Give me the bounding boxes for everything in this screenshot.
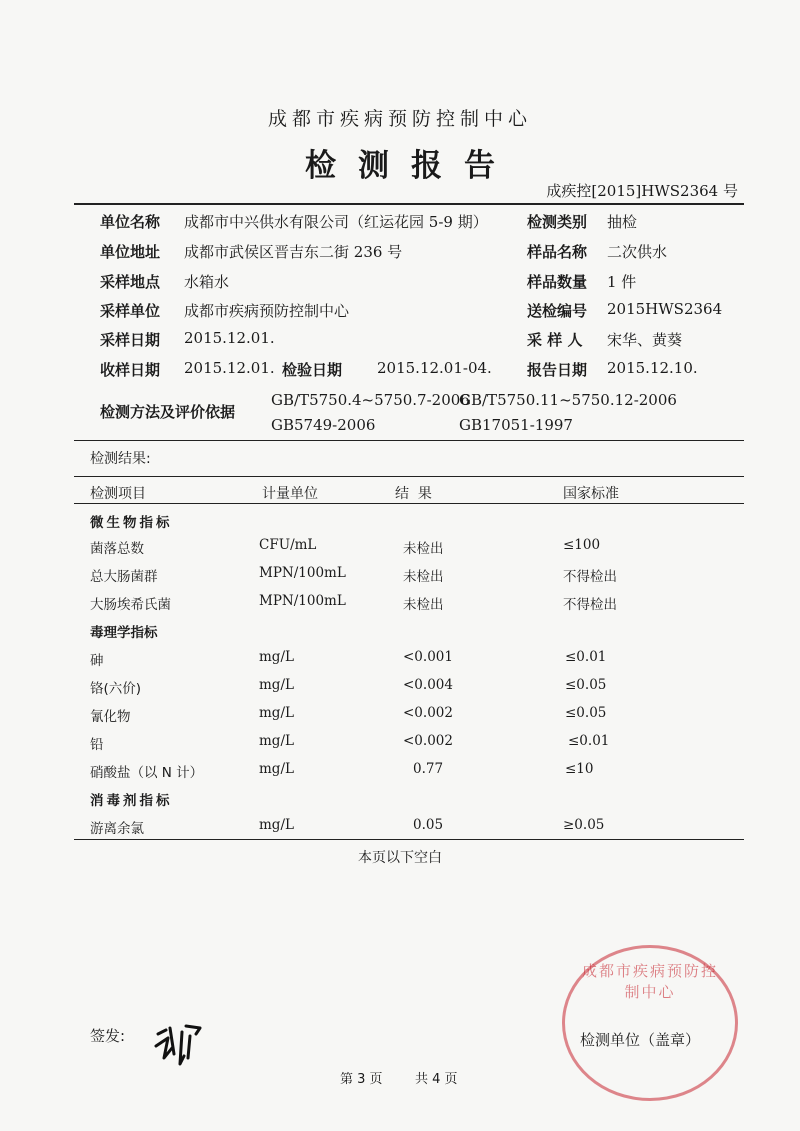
row-unit: CFU/mL: [259, 537, 317, 553]
row-item: 砷: [90, 653, 104, 669]
row-unit: mg/L: [259, 705, 294, 721]
sampler-label: 采 样 人: [527, 331, 583, 349]
testing-unit-label: 检测单位（盖章）: [580, 1031, 701, 1049]
row-unit: mg/L: [259, 649, 294, 665]
results-rule-top: [74, 476, 744, 477]
unit-address-label: 单位地址: [100, 243, 161, 261]
page-current: 第 3 页: [340, 1072, 383, 1087]
row-item: 硝酸盐（以 N 计）: [90, 765, 204, 781]
col-result: 结 果: [395, 486, 432, 502]
row-result: <0.001: [403, 649, 453, 665]
row-result: <0.002: [403, 733, 453, 749]
sample-name: 二次供水: [607, 243, 668, 261]
signature-icon: [150, 1012, 210, 1072]
submission-no-label: 送检编号: [527, 302, 588, 320]
header-rule: [74, 503, 744, 504]
unit-name-label: 单位名称: [100, 213, 161, 231]
section-title: 消毒剂指标: [90, 793, 173, 809]
unit-name: 成都市中兴供水有限公司（红运花园 5-9 期）: [184, 213, 488, 231]
test-type-label: 检测类别: [527, 213, 588, 231]
row-item: 氰化物: [90, 709, 131, 725]
sampling-date-label: 采样日期: [100, 331, 161, 349]
row-standard: ≤10: [565, 761, 594, 777]
report-date-label: 报告日期: [527, 361, 588, 379]
method-label: 检测方法及评价依据: [100, 403, 236, 421]
receive-date: 2015.12.01.: [184, 359, 275, 377]
document-number: 成疾控[2015]HWS2364 号: [546, 182, 738, 200]
row-item: 铬(六价): [90, 681, 142, 697]
row-standard: ≥0.05: [563, 817, 605, 833]
sample-qty-label: 样品数量: [527, 273, 588, 291]
blank-note: 本页以下空白: [358, 850, 442, 866]
col-standard: 国家标准: [563, 486, 619, 502]
report-title: 检测报告: [305, 148, 517, 184]
row-standard: ≤100: [563, 537, 601, 553]
row-unit: mg/L: [259, 761, 294, 777]
row-unit: MPN/100mL: [259, 565, 346, 581]
row-item: 游离余氯: [90, 821, 144, 837]
info-rule: [74, 440, 744, 441]
top-rule: [74, 203, 744, 205]
sampling-site: 水箱水: [184, 273, 230, 291]
row-standard: 不得检出: [563, 597, 617, 613]
row-item: 菌落总数: [90, 541, 144, 557]
sampler: 宋华、黄葵: [607, 331, 683, 349]
row-item: 总大肠菌群: [90, 569, 158, 585]
signature: [150, 1012, 210, 1072]
inspect-date-label: 检验日期: [282, 361, 343, 379]
section-title: 毒理学指标: [90, 625, 158, 641]
method-2: GB/T5750.11~5750.12-2006: [459, 391, 677, 409]
method-4: GB17051-1997: [459, 416, 573, 434]
row-standard: ≤0.01: [565, 649, 607, 665]
row-result: <0.004: [403, 677, 453, 693]
sample-name-label: 样品名称: [527, 243, 588, 261]
row-unit: MPN/100mL: [259, 593, 346, 609]
row-result: 未检出: [403, 569, 444, 585]
sign-label: 签发:: [90, 1027, 126, 1045]
test-type: 抽检: [607, 213, 638, 231]
row-result: <0.002: [403, 705, 453, 721]
row-unit: mg/L: [259, 733, 294, 749]
col-unit: 计量单位: [262, 486, 318, 502]
unit-address: 成都市武侯区晋吉东二街 236 号: [184, 243, 403, 261]
row-result: 0.77: [413, 761, 444, 777]
page-total: 共 4 页: [415, 1072, 458, 1087]
method-3: GB5749-2006: [271, 416, 376, 434]
row-standard: ≤0.05: [565, 705, 607, 721]
sampling-unit-label: 采样单位: [100, 302, 161, 320]
inspect-date: 2015.12.01-04.: [377, 359, 492, 377]
submission-no: 2015HWS2364: [607, 300, 723, 318]
results-rule-bottom: [74, 839, 744, 840]
row-item: 大肠埃希氏菌: [90, 597, 171, 613]
org-name: 成都市疾病预防控制中心: [267, 108, 532, 130]
stamp-text: 成都市疾病预防控制中心: [581, 962, 718, 1001]
row-unit: mg/L: [259, 677, 294, 693]
section-title: 微生物指标: [90, 515, 173, 531]
row-result: 0.05: [413, 817, 444, 833]
row-standard: 不得检出: [563, 569, 617, 585]
sampling-site-label: 采样地点: [100, 273, 161, 291]
sampling-date: 2015.12.01.: [184, 329, 275, 347]
method-1: GB/T5750.4~5750.7-2006: [271, 391, 470, 409]
receive-date-label: 收样日期: [100, 361, 161, 379]
row-result: 未检出: [403, 597, 444, 613]
row-result: 未检出: [403, 541, 444, 557]
row-unit: mg/L: [259, 817, 294, 833]
sample-qty: 1 件: [607, 273, 637, 291]
row-standard: ≤0.05: [565, 677, 607, 693]
results-heading: 检测结果:: [90, 451, 151, 467]
sampling-unit: 成都市疾病预防控制中心: [184, 302, 350, 320]
row-item: 铅: [90, 737, 104, 753]
row-standard: ≤0.01: [568, 733, 610, 749]
report-date: 2015.12.10.: [607, 359, 698, 377]
col-item: 检测项目: [90, 486, 146, 502]
